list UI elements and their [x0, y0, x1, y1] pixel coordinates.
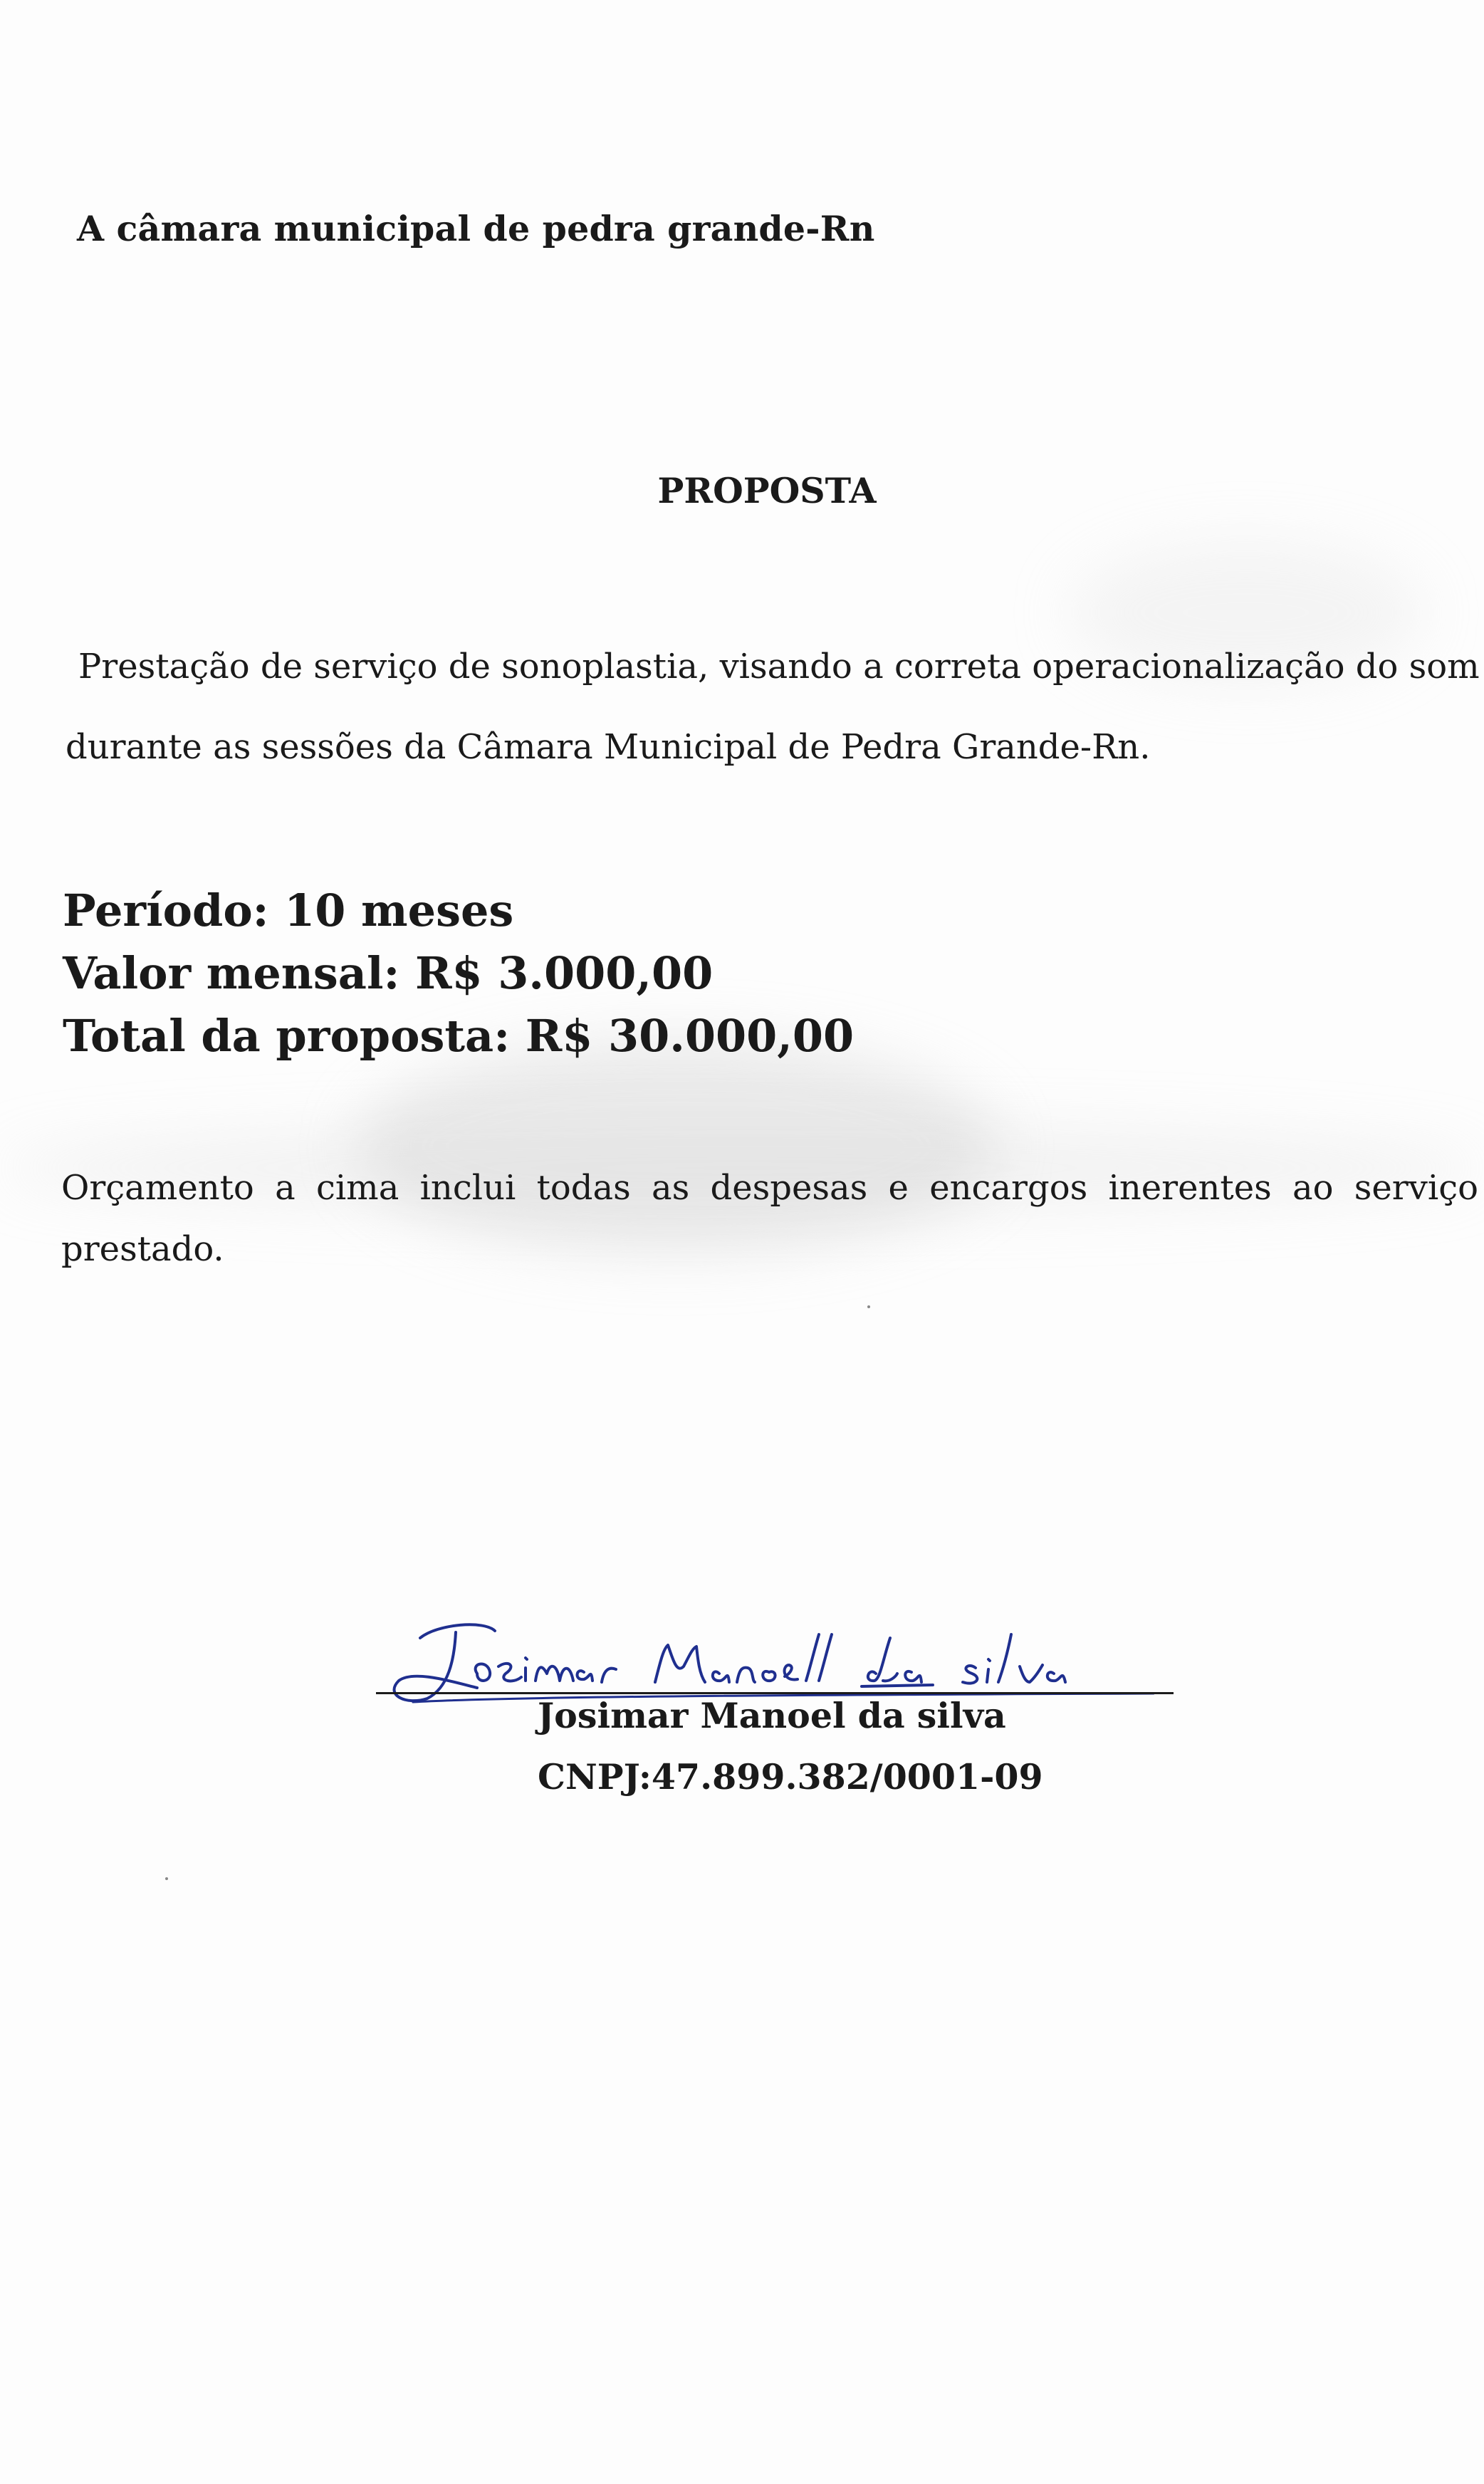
paper-speck	[165, 1877, 168, 1880]
signer-cnpj: CNPJ:47.899.382/0001-09	[538, 1756, 1043, 1797]
monthly-value-line: Valor mensal: R$ 3.000,00	[63, 947, 714, 999]
paper-speck	[867, 1305, 870, 1308]
description-line: durante as sessões da Câmara Municipal de Pedra Grande-Rn.	[66, 727, 1151, 767]
addressee-line: A câmara municipal de pedra grande-Rn	[77, 208, 875, 249]
note-line: Orçamento a cima inclui todas as despesas e encargos inerentes ao serviço	[61, 1168, 1478, 1208]
budget-note	[61, 1157, 1478, 1280]
service-description	[66, 627, 1480, 788]
description-line: Prestação de serviço de sonoplastia, visando a correta operacionalização do som	[78, 647, 1480, 687]
document-title: PROPOSTA	[657, 470, 877, 511]
proposal-terms	[63, 880, 854, 1068]
total-line: Total da proposta: R$ 30.000,00	[63, 1010, 855, 1062]
signer-name: Josimar Manoel da silva	[538, 1695, 1006, 1736]
period-line: Período: 10 meses	[63, 884, 514, 936]
note-line: prestado.	[61, 1229, 224, 1269]
signature-line	[376, 1692, 1174, 1694]
